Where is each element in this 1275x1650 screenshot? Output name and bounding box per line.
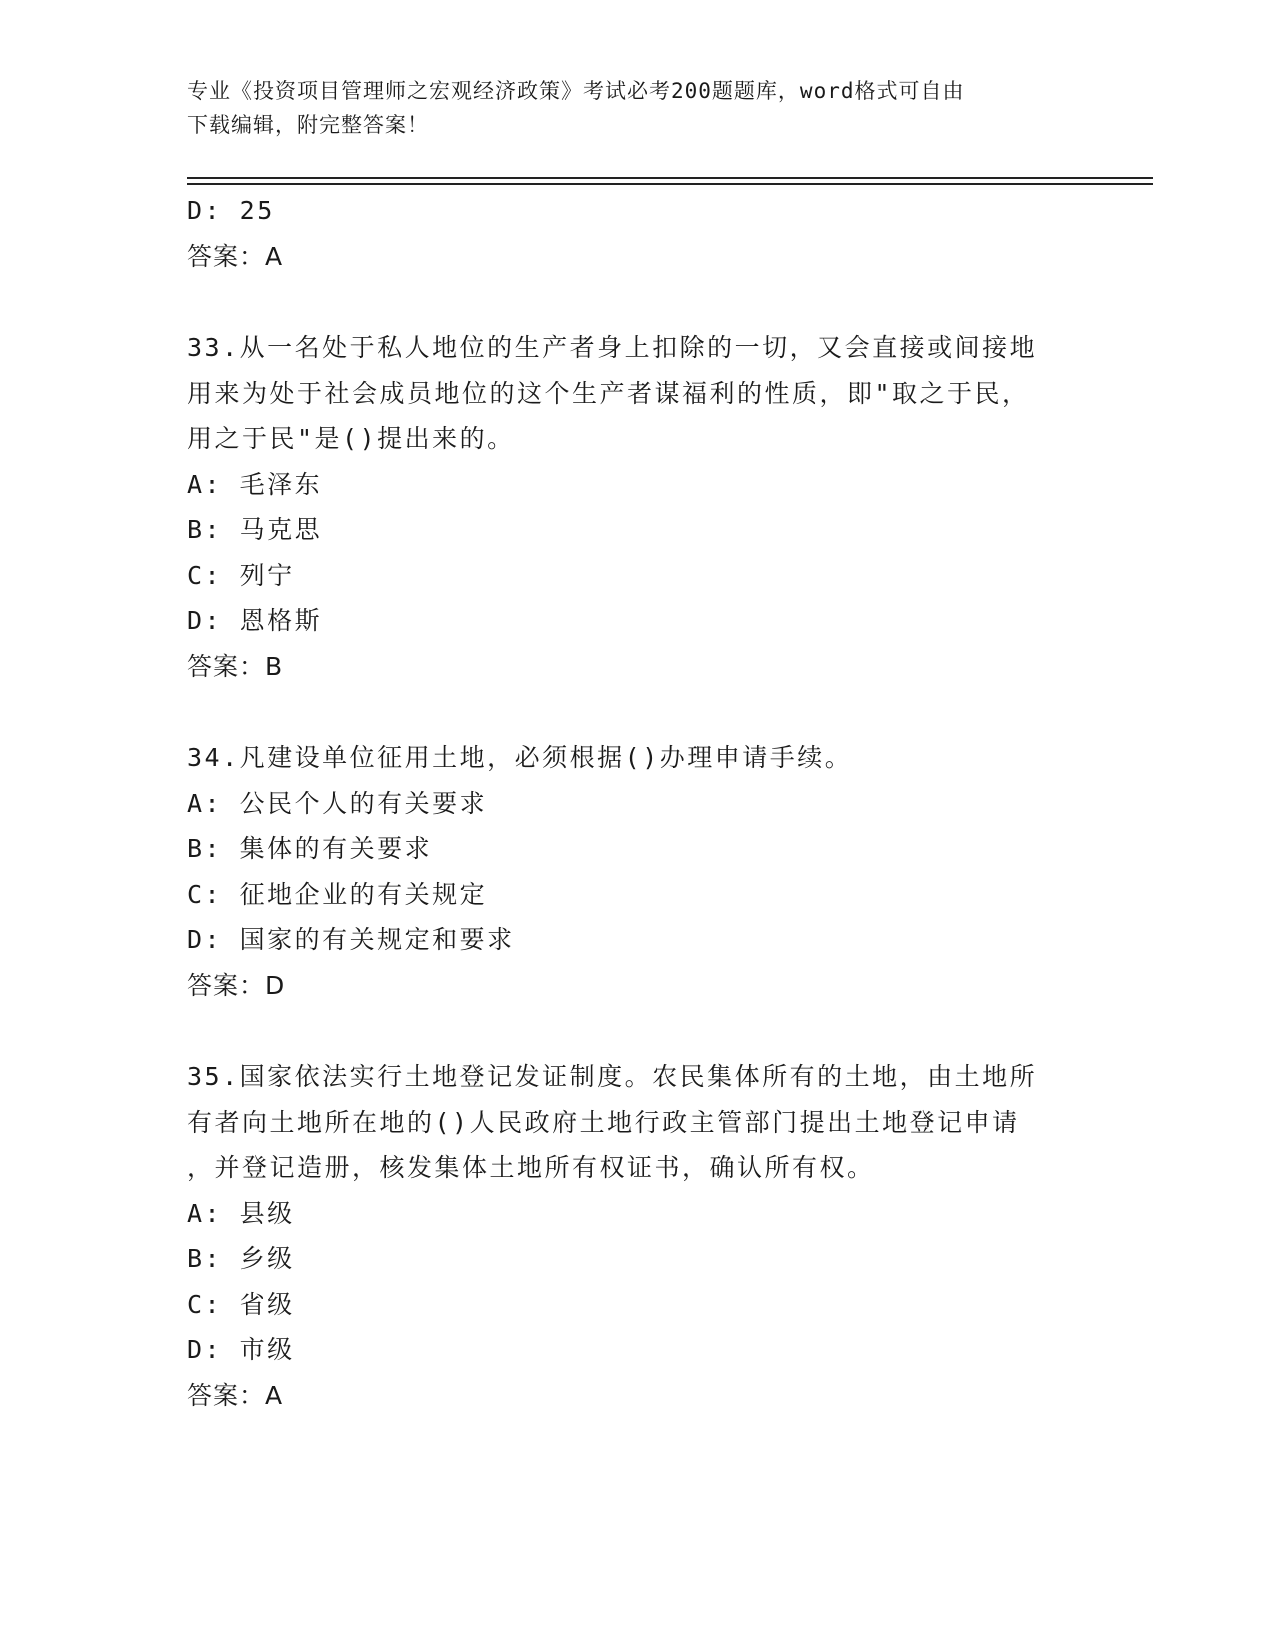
option-b: B: 乡级: [187, 1244, 295, 1273]
document-header: [187, 74, 1067, 142]
header-line-2: 下载编辑，附完整答案！: [187, 113, 429, 137]
option-d: D: 25: [187, 196, 275, 225]
option-a: A: 公民个人的有关要求: [187, 788, 488, 818]
spacer: [187, 279, 1087, 325]
question-text-line: 用来为处于社会成员地位的这个生产者谋福利的性质，即"取之于民，: [187, 378, 1030, 408]
answer-label: 答案：B: [187, 651, 284, 681]
option-b: B: 集体的有关要求: [187, 834, 433, 863]
question-32-tail: [187, 188, 1087, 279]
option-c: C: 列宁: [187, 560, 295, 590]
spacer: [187, 689, 1087, 735]
option-c: C: 征地企业的有关规定: [187, 879, 488, 909]
question-text-line: 33.从一名处于私人地位的生产者身上扣除的一切，又会直接或间接地: [187, 333, 1038, 362]
question-35: [187, 1054, 1087, 1418]
question-text-line: 35.国家依法实行土地登记发证制度。农民集体所有的土地，由土地所: [187, 1062, 1038, 1091]
header-line-1: 专业《投资项目管理师之宏观经济政策》考试必考200题题库，word格式可自由: [187, 79, 965, 103]
question-33: [187, 325, 1087, 689]
option-c: C: 省级: [187, 1289, 295, 1319]
spacer: [187, 1008, 1087, 1054]
option-d: D: 恩格斯: [187, 606, 323, 635]
question-text-line: 有者向土地所在地的()人民政府土地行政主管部门提出土地登记申请: [187, 1107, 1020, 1137]
option-d: D: 市级: [187, 1335, 295, 1364]
answer-label: 答案：A: [187, 1380, 284, 1410]
question-text-line: ，并登记造册，核发集体土地所有权证书，确认所有权。: [187, 1153, 875, 1182]
question-text-line: 用之于民"是()提出来的。: [187, 424, 515, 453]
answer-label: 答案：D: [187, 970, 286, 1000]
option-a: A: 县级: [187, 1198, 295, 1228]
header-divider-top: [187, 177, 1153, 179]
header-divider-bottom: [187, 183, 1153, 185]
option-b: B: 马克思: [187, 515, 323, 544]
question-content: [187, 188, 1087, 1418]
answer-label: 答案：A: [187, 241, 284, 271]
option-a: A: 毛泽东: [187, 469, 323, 499]
option-d: D: 国家的有关规定和要求: [187, 925, 515, 954]
question-text-line: 34.凡建设单位征用土地，必须根据()办理申请手续。: [187, 743, 853, 772]
question-34: [187, 735, 1087, 1008]
